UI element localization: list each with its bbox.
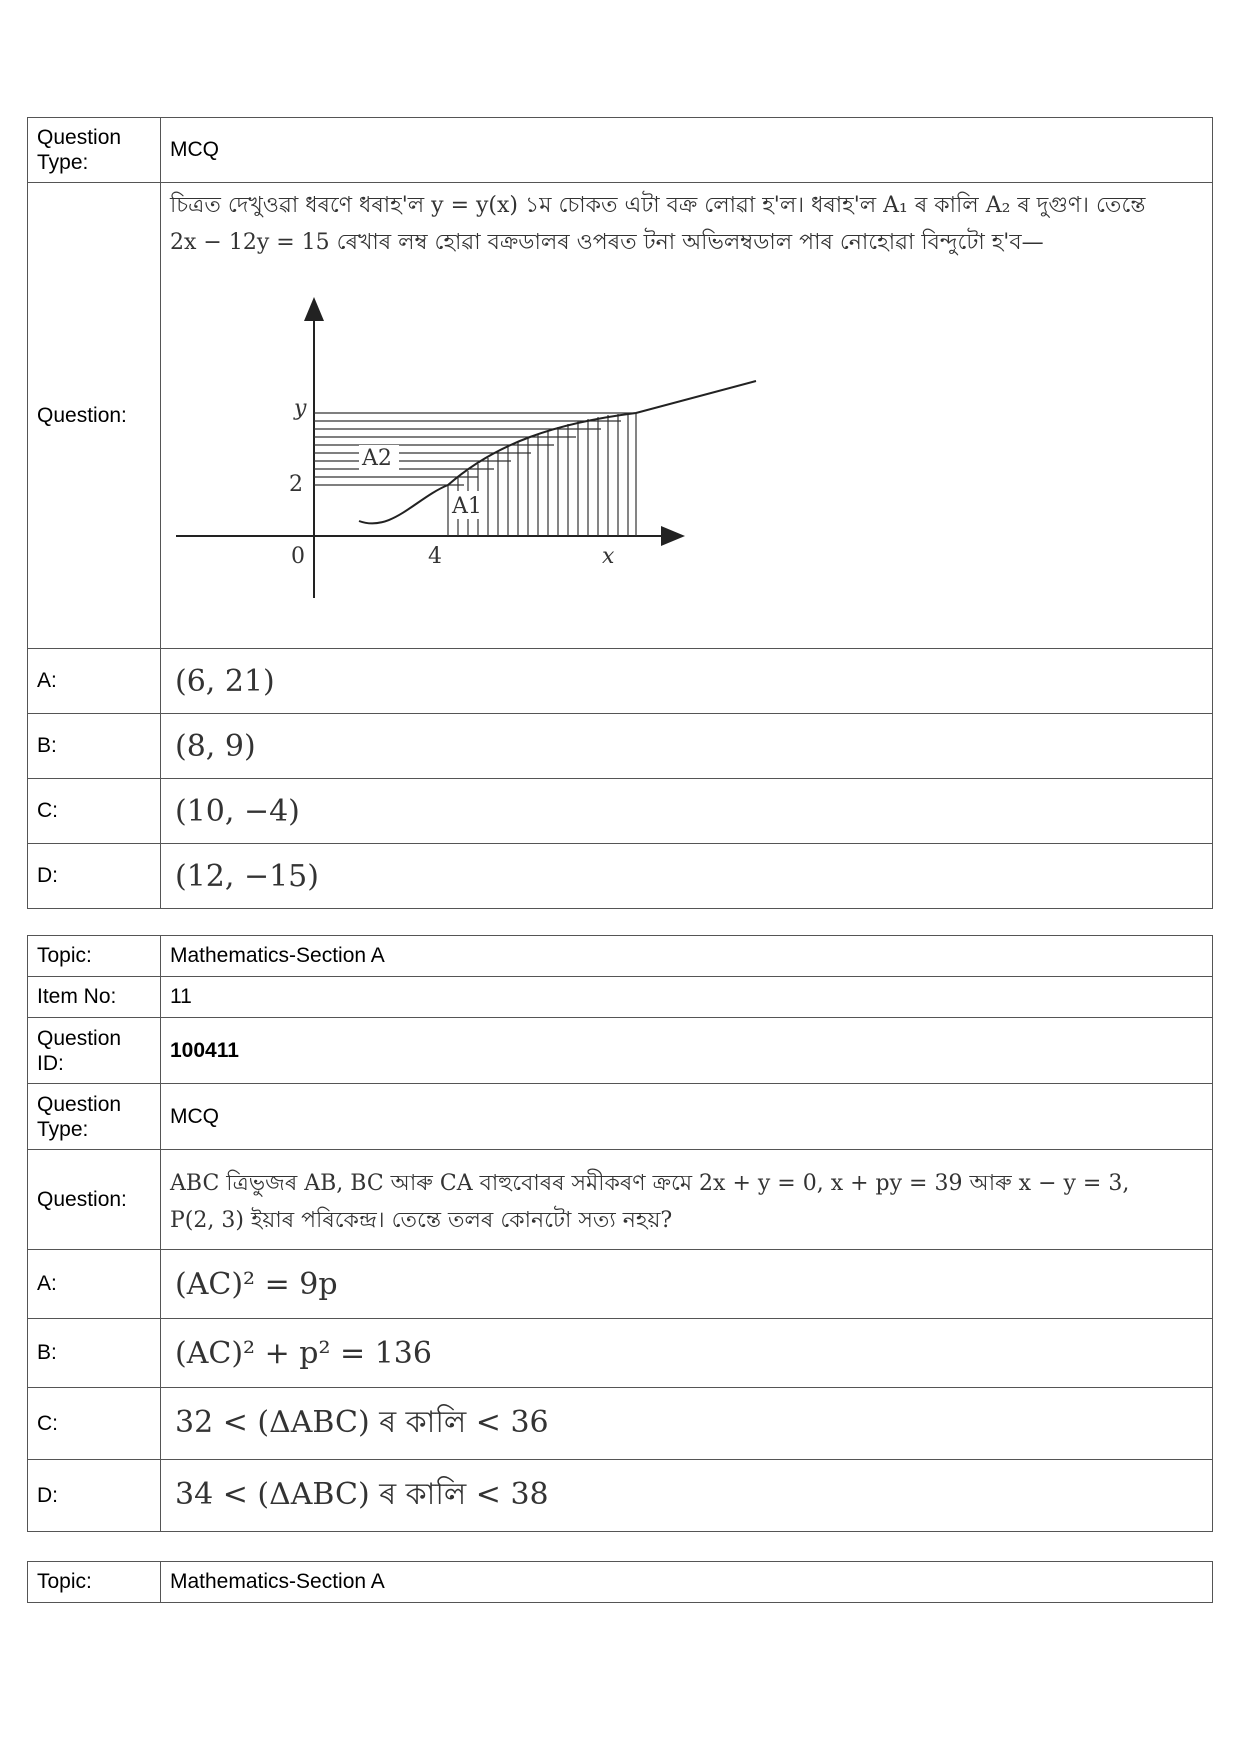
topic-label: Topic: — [28, 1562, 161, 1603]
question-content — [161, 183, 1213, 649]
option-c-value[interactable]: (10, −4) — [161, 779, 1213, 844]
row-topic — [28, 1562, 1213, 1603]
row-question-type — [28, 1084, 1213, 1150]
option-b-label: B: — [28, 714, 161, 779]
item-no-label: Item No: — [28, 977, 161, 1018]
question-type-value: MCQ — [161, 1084, 1213, 1150]
question-block-3 — [27, 1561, 1213, 1603]
row-option-d — [28, 1460, 1213, 1532]
row-item-no — [28, 977, 1213, 1018]
row-question-id — [28, 1018, 1213, 1084]
option-a-value[interactable]: (6, 21) — [161, 649, 1213, 714]
row-question — [28, 183, 1213, 649]
option-d-value[interactable]: (12, −15) — [161, 844, 1213, 909]
topic-value: Mathematics-Section A — [161, 936, 1213, 977]
option-a-value[interactable]: (AC)² = 9p — [161, 1250, 1213, 1319]
option-b-value[interactable]: (AC)² + p² = 136 — [161, 1319, 1213, 1388]
y-tick-2: 2 — [289, 472, 303, 497]
option-b-value[interactable]: (8, 9) — [161, 714, 1213, 779]
question-text-line-1: ABC ত্ৰিভুজৰ AB, BC আৰু CA বাহুবোৰৰ সমীকৰণ ক্ৰমে 2x + y = 0, x + py = 39 আৰু x − y = 3, — [170, 1170, 1130, 1196]
row-option-a — [28, 1250, 1213, 1319]
x-tick-4: 4 — [428, 544, 442, 569]
region-a1-label: A1 — [452, 494, 482, 519]
question-id-value: 100411 — [161, 1018, 1213, 1084]
question-text-line-1: চিত্ৰত দেখুওৱা ধৰণে ধৰাহ'ল y = y(x) ১ম চোকত এটা বক্ৰ লোৱা হ'ল। ধৰাহ'ল A₁ ৰ কালি A₂ ৰ দুগুণ। তেন্তে — [170, 193, 1146, 218]
question-content — [161, 1150, 1213, 1250]
row-question-type — [28, 118, 1213, 183]
question-label: Question: — [28, 183, 161, 649]
row-option-b — [28, 1319, 1213, 1388]
topic-value: Mathematics-Section A — [161, 1562, 1213, 1603]
question-label: Question: — [28, 1150, 161, 1250]
row-option-c — [28, 779, 1213, 844]
row-option-c — [28, 1388, 1213, 1460]
question-text-line-2: 2x − 12y = 15 ৰেখাৰ লম্ব হোৱা বক্ৰডালৰ ওপৰত টনা অভিলম্বডাল পাৰ নোহোৱা বিন্দুটো হ'ব— — [170, 230, 1044, 255]
row-option-d — [28, 844, 1213, 909]
question-id-label: Question ID: — [28, 1018, 161, 1084]
region-a2-label: A2 — [362, 446, 392, 471]
question-text-line-2: P(2, 3) ইয়াৰ পৰিকেন্দ্ৰ। তেন্তে তলৰ কোনটো সত্য নহয়? — [170, 1207, 673, 1233]
option-d-value[interactable]: 34 < (ΔABC) ৰ কালি < 38 — [161, 1460, 1213, 1532]
question-type-label: Question Type: — [28, 1084, 161, 1150]
area-graph-figure — [176, 263, 776, 623]
question-type-value: MCQ — [161, 118, 1213, 183]
row-option-b — [28, 714, 1213, 779]
y-axis-label: y — [294, 396, 307, 421]
option-a-label: A: — [28, 649, 161, 714]
option-c-label: C: — [28, 779, 161, 844]
question-block-2 — [27, 935, 1213, 1532]
option-d-label: D: — [28, 844, 161, 909]
option-c-value[interactable]: 32 < (ΔABC) ৰ কালি < 36 — [161, 1388, 1213, 1460]
origin-label: 0 — [291, 544, 305, 569]
option-c-label: C: — [28, 1388, 161, 1460]
x-axis-label: x — [602, 544, 615, 569]
row-topic — [28, 936, 1213, 977]
question-type-label: Question Type: — [28, 118, 161, 183]
option-a-label: A: — [28, 1250, 161, 1319]
option-b-label: B: — [28, 1319, 161, 1388]
row-option-a — [28, 649, 1213, 714]
item-no-value: 11 — [161, 977, 1213, 1018]
question-block-1 — [27, 117, 1213, 909]
topic-label: Topic: — [28, 936, 161, 977]
option-d-label: D: — [28, 1460, 161, 1532]
row-question — [28, 1150, 1213, 1250]
